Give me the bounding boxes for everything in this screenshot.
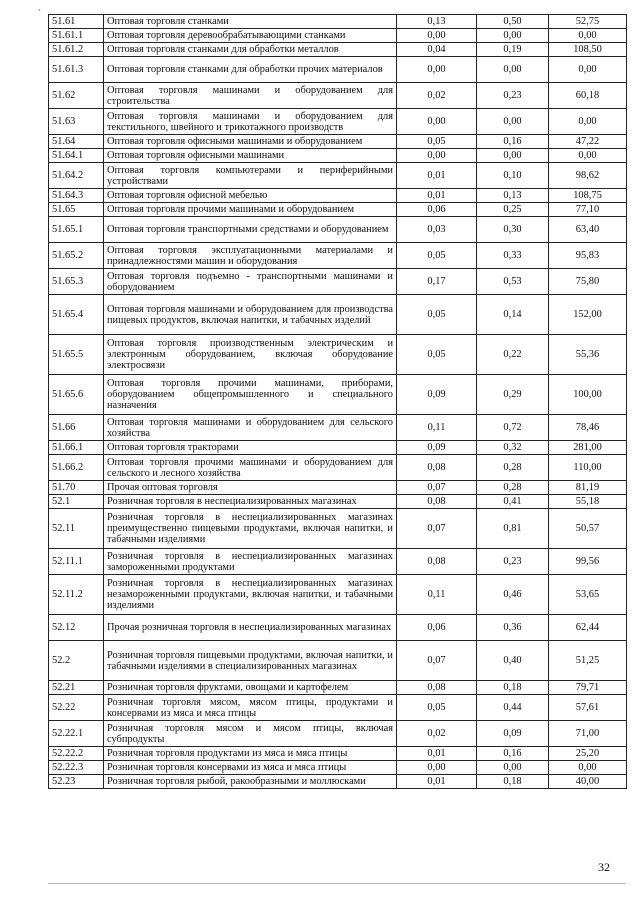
row-code: 52.22: [49, 695, 104, 721]
row-value-2: 0,28: [477, 481, 549, 495]
row-value-3: 53,65: [549, 575, 627, 615]
row-value-1: 0,01: [397, 775, 477, 789]
row-value-1: 0,00: [397, 109, 477, 135]
row-value-3: 78,46: [549, 415, 627, 441]
row-code: 51.65.4: [49, 295, 104, 335]
table-row: [49, 641, 627, 681]
table-row: [49, 415, 627, 441]
row-value-3: 95,83: [549, 243, 627, 269]
row-value-2: 0,10: [477, 163, 549, 189]
row-name: Оптовая торговля транспортными средствами и оборудованием: [104, 217, 397, 243]
table-row: [49, 83, 627, 109]
table-row: [49, 615, 627, 641]
row-value-1: 0,01: [397, 163, 477, 189]
row-name: Розничная торговля мясом, мясом птицы, продуктами и консервами из мяса и мяса птицы: [104, 695, 397, 721]
row-value-2: 0,30: [477, 217, 549, 243]
row-code: 51.64.1: [49, 149, 104, 163]
row-value-3: 81,19: [549, 481, 627, 495]
row-value-2: 0,23: [477, 83, 549, 109]
row-value-2: 0,16: [477, 747, 549, 761]
page-number: 32: [598, 860, 610, 874]
row-value-1: 0,00: [397, 761, 477, 775]
row-value-3: 51,25: [549, 641, 627, 681]
row-value-3: 55,36: [549, 335, 627, 375]
table-row: [49, 203, 627, 217]
row-name: Оптовая торговля офисной мебелью: [104, 189, 397, 203]
row-value-1: 0,11: [397, 575, 477, 615]
row-value-1: 0,06: [397, 203, 477, 217]
data-table: [48, 14, 627, 789]
table-row: [49, 455, 627, 481]
table-row: [49, 217, 627, 243]
row-value-2: 0,36: [477, 615, 549, 641]
row-value-1: 0,07: [397, 509, 477, 549]
row-value-2: 0,53: [477, 269, 549, 295]
row-name: Оптовая торговля компьютерами и периферийными устройствами: [104, 163, 397, 189]
row-code: 52.22.1: [49, 721, 104, 747]
row-code: 51.65.5: [49, 335, 104, 375]
row-name: Розничная торговля продуктами из мяса и мяса птицы: [104, 747, 397, 761]
row-code: 51.65.2: [49, 243, 104, 269]
row-name: Оптовая торговля прочими машинами, приборами, оборудованием общепромышленного и специального назначения: [104, 375, 397, 415]
row-value-3: 55,18: [549, 495, 627, 509]
row-value-1: 0,17: [397, 269, 477, 295]
row-value-2: 0,22: [477, 335, 549, 375]
table-row: [49, 761, 627, 775]
row-value-2: 0,00: [477, 109, 549, 135]
row-code: 51.66.2: [49, 455, 104, 481]
row-value-3: 63,40: [549, 217, 627, 243]
row-value-2: 0,13: [477, 189, 549, 203]
bottom-divider: [48, 883, 626, 884]
table-row: [49, 269, 627, 295]
row-name: Розничная торговля в неспециализированных магазинах замороженными продуктами: [104, 549, 397, 575]
row-value-3: 47,22: [549, 135, 627, 149]
row-code: 52.23: [49, 775, 104, 789]
row-name: Оптовая торговля машинами и оборудованием для текстильного, швейного и трикотажного производств: [104, 109, 397, 135]
row-value-1: 0,13: [397, 15, 477, 29]
row-value-3: 40,00: [549, 775, 627, 789]
row-value-2: 0,32: [477, 441, 549, 455]
row-code: 51.62: [49, 83, 104, 109]
table-row: [49, 549, 627, 575]
row-value-2: 0,50: [477, 15, 549, 29]
row-value-1: 0,08: [397, 495, 477, 509]
row-code: 51.65.3: [49, 269, 104, 295]
row-code: 52.1: [49, 495, 104, 509]
row-code: 51.65: [49, 203, 104, 217]
row-value-3: 60,18: [549, 83, 627, 109]
row-name: Розничная торговля пищевыми продуктами, включая напитки, и табачными изделиями в специализированных магазинах: [104, 641, 397, 681]
table-row: [49, 243, 627, 269]
row-value-3: 99,56: [549, 549, 627, 575]
row-value-2: 0,00: [477, 57, 549, 83]
row-value-3: 79,71: [549, 681, 627, 695]
row-value-2: 0,00: [477, 149, 549, 163]
row-value-2: 0,00: [477, 761, 549, 775]
row-value-2: 0,14: [477, 295, 549, 335]
table-row: [49, 375, 627, 415]
row-value-1: 0,00: [397, 149, 477, 163]
row-value-3: 108,75: [549, 189, 627, 203]
table-row: [49, 481, 627, 495]
row-code: 51.61.1: [49, 29, 104, 43]
row-code: 51.66: [49, 415, 104, 441]
table-row: [49, 721, 627, 747]
table-row: [49, 295, 627, 335]
row-value-1: 0,00: [397, 29, 477, 43]
row-name: Розничная торговля фруктами, овощами и картофелем: [104, 681, 397, 695]
row-name: Оптовая торговля машинами и оборудованием для строительства: [104, 83, 397, 109]
row-value-3: 281,00: [549, 441, 627, 455]
row-code: 51.65.6: [49, 375, 104, 415]
row-name: Розничная торговля в неспециализированных магазинах преимущественно пищевыми продуктами, включая напитки, и табачными изделиями: [104, 509, 397, 549]
row-value-3: 77,10: [549, 203, 627, 217]
row-value-2: 0,16: [477, 135, 549, 149]
row-value-1: 0,01: [397, 747, 477, 761]
row-name: Оптовая торговля машинами и оборудованием для сельского хозяйства: [104, 415, 397, 441]
row-value-2: 0,09: [477, 721, 549, 747]
row-value-1: 0,08: [397, 549, 477, 575]
row-code: 52.2: [49, 641, 104, 681]
row-code: 51.64: [49, 135, 104, 149]
row-value-3: 75,80: [549, 269, 627, 295]
row-value-1: 0,02: [397, 83, 477, 109]
row-name: Розничная торговля в неспециализированных магазинах: [104, 495, 397, 509]
row-code: 51.61.2: [49, 43, 104, 57]
table-row: [49, 149, 627, 163]
row-value-3: 57,61: [549, 695, 627, 721]
row-name: Оптовая торговля станками для обработки металлов: [104, 43, 397, 57]
row-value-2: 0,28: [477, 455, 549, 481]
row-name: Оптовая торговля эксплуатационными материалами и принадлежностями машин и оборудования: [104, 243, 397, 269]
row-value-3: 108,50: [549, 43, 627, 57]
row-value-2: 0,25: [477, 203, 549, 217]
row-value-2: 0,29: [477, 375, 549, 415]
row-name: Розничная торговля мясом и мясом птицы, включая субпродукты: [104, 721, 397, 747]
table-row: [49, 575, 627, 615]
table-row: [49, 109, 627, 135]
row-code: 52.22.3: [49, 761, 104, 775]
row-code: 51.64.2: [49, 163, 104, 189]
row-value-1: 0,05: [397, 243, 477, 269]
row-name: Розничная торговля консервами из мяса и мяса птицы: [104, 761, 397, 775]
row-value-2: 0,18: [477, 775, 549, 789]
row-code: 52.11.1: [49, 549, 104, 575]
row-value-1: 0,03: [397, 217, 477, 243]
row-value-3: 50,57: [549, 509, 627, 549]
table-row: [49, 163, 627, 189]
row-code: 51.63: [49, 109, 104, 135]
table-row: [49, 15, 627, 29]
row-name: Оптовая торговля станками для обработки прочих материалов: [104, 57, 397, 83]
row-value-2: 0,81: [477, 509, 549, 549]
row-value-1: 0,07: [397, 641, 477, 681]
row-name: Оптовая торговля прочими машинами и оборудованием для сельского и лесного хозяйства: [104, 455, 397, 481]
row-value-1: 0,09: [397, 441, 477, 455]
table-row: [49, 495, 627, 509]
table-row: [49, 509, 627, 549]
row-name: Оптовая торговля деревообрабатывающими станками: [104, 29, 397, 43]
row-value-3: 71,00: [549, 721, 627, 747]
row-value-1: 0,00: [397, 57, 477, 83]
row-code: 52.11: [49, 509, 104, 549]
row-value-2: 0,18: [477, 681, 549, 695]
row-value-3: 110,00: [549, 455, 627, 481]
row-value-1: 0,09: [397, 375, 477, 415]
row-value-3: 100,00: [549, 375, 627, 415]
row-value-1: 0,04: [397, 43, 477, 57]
row-value-3: 0,00: [549, 57, 627, 83]
row-name: Прочая розничная торговля в неспециализированных магазинах: [104, 615, 397, 641]
row-value-1: 0,05: [397, 135, 477, 149]
row-code: 51.61: [49, 15, 104, 29]
row-code: 52.12: [49, 615, 104, 641]
row-name: Розничная торговля рыбой, ракообразными и моллюсками: [104, 775, 397, 789]
row-name: Прочая оптовая торговля: [104, 481, 397, 495]
row-code: 51.64.3: [49, 189, 104, 203]
row-value-3: 0,00: [549, 149, 627, 163]
row-name: Оптовая торговля станками: [104, 15, 397, 29]
row-code: 51.65.1: [49, 217, 104, 243]
row-code: 51.70: [49, 481, 104, 495]
row-value-2: 0,00: [477, 29, 549, 43]
row-name: Оптовая торговля офисными машинами: [104, 149, 397, 163]
table-row: [49, 29, 627, 43]
row-value-1: 0,05: [397, 295, 477, 335]
table-row: [49, 747, 627, 761]
row-value-1: 0,02: [397, 721, 477, 747]
row-value-1: 0,01: [397, 189, 477, 203]
row-value-3: 0,00: [549, 29, 627, 43]
table-row: [49, 135, 627, 149]
row-value-3: 62,44: [549, 615, 627, 641]
row-value-3: 52,75: [549, 15, 627, 29]
row-value-2: 0,19: [477, 43, 549, 57]
row-value-2: 0,40: [477, 641, 549, 681]
table-row: [49, 695, 627, 721]
row-code: 51.61.3: [49, 57, 104, 83]
row-value-3: 0,00: [549, 761, 627, 775]
row-code: 51.66.1: [49, 441, 104, 455]
row-value-1: 0,05: [397, 335, 477, 375]
row-value-1: 0,05: [397, 695, 477, 721]
row-value-1: 0,07: [397, 481, 477, 495]
row-value-1: 0,08: [397, 455, 477, 481]
row-value-3: 152,00: [549, 295, 627, 335]
row-value-1: 0,08: [397, 681, 477, 695]
row-code: 52.22.2: [49, 747, 104, 761]
row-name: Оптовая торговля прочими машинами и оборудованием: [104, 203, 397, 217]
table-row: [49, 189, 627, 203]
table-row: [49, 335, 627, 375]
table-row: [49, 775, 627, 789]
scan-mark: `: [38, 8, 41, 18]
row-code: 52.21: [49, 681, 104, 695]
row-name: Оптовая торговля офисными машинами и оборудованием: [104, 135, 397, 149]
row-value-1: 0,06: [397, 615, 477, 641]
row-name: Оптовая торговля тракторами: [104, 441, 397, 455]
row-value-2: 0,72: [477, 415, 549, 441]
row-value-2: 0,41: [477, 495, 549, 509]
row-name: Оптовая торговля подъемно - транспортными машинами и оборудованием: [104, 269, 397, 295]
row-value-3: 0,00: [549, 109, 627, 135]
table-row: [49, 681, 627, 695]
table-row: [49, 43, 627, 57]
row-name: Оптовая торговля машинами и оборудованием для производства пищевых продуктов, включая напитки, и табачных изделий: [104, 295, 397, 335]
row-value-2: 0,23: [477, 549, 549, 575]
row-value-1: 0,11: [397, 415, 477, 441]
row-value-2: 0,44: [477, 695, 549, 721]
row-value-3: 25,20: [549, 747, 627, 761]
row-value-2: 0,46: [477, 575, 549, 615]
row-value-2: 0,33: [477, 243, 549, 269]
row-name: Оптовая торговля производственным электрическим и электронным оборудованием, включая оборудование электросвязи: [104, 335, 397, 375]
table-row: [49, 57, 627, 83]
row-code: 52.11.2: [49, 575, 104, 615]
row-value-3: 98,62: [549, 163, 627, 189]
table-row: [49, 441, 627, 455]
row-name: Розничная торговля в неспециализированных магазинах незамороженными продуктами, включая напитки, и табачными изделиями: [104, 575, 397, 615]
